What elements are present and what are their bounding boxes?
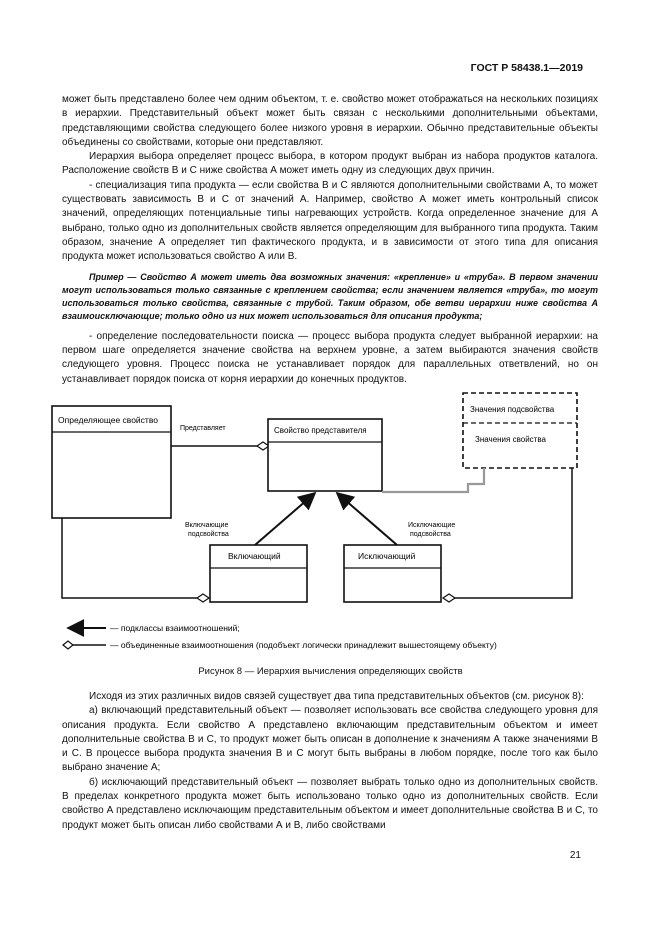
- excluding-aggregation: [443, 468, 572, 602]
- excluding-subclass-arrow: [337, 493, 397, 545]
- example-prefix: Пример —: [89, 271, 141, 282]
- including-subproperties-label: подсвойства: [188, 531, 229, 538]
- excluding-label: Исключающий: [358, 551, 416, 561]
- example-paragraph: [62, 271, 598, 324]
- represents-connection: [171, 425, 269, 450]
- excluding-subproperties-label: Исключающие: [408, 522, 456, 529]
- property-values-label: Значения свойства: [475, 435, 546, 444]
- bottom-text-block: [62, 690, 598, 833]
- paragraph: - определение последовательности поиска — процесс выбора продукта следует выбранной иерархии: на первом шаге определяется значение свойства на верхнем уровне, а затем выбираются значения свойств следующего уровня. Процесс поиска не устанавливает порядок для параллельных ответвлений, но он устанавливает порядок поиска от корня иерархии до конечных продуктов.: [62, 330, 598, 385]
- figure-caption: Рисунок 8 — Иерархия вычисления определяющих свойств: [198, 666, 463, 677]
- determining-property-box: [52, 406, 171, 518]
- including-subproperties-label: Включающие: [185, 522, 229, 529]
- including-box: [210, 545, 307, 602]
- paragraph: б) исключающий представительный объект — позволяет выбрать только одно из дополнительных свойств. В пределах конкретного продукта может быть использовано только одно из дополнительных свойств. Если свойство А представлено исключающим представительным объектом и имеет дополнительные свойства В и С, то продукт может быть описан либо свойствами А и В, либо свойствами: [62, 776, 598, 831]
- hierarchy-diagram: [0, 380, 661, 680]
- values-box: [463, 393, 577, 468]
- determining-property-label: Определяющее свойство: [58, 415, 158, 425]
- page-number: 21: [569, 850, 581, 861]
- example-text: Свойство А может иметь два возможных значения: «крепление» и «труба». В первом значении могут использоваться только связанные с креплением свойства; если значением является «труба», то могут использоваться только свойства, связанные с трубой. Таким образом, обе ветви иерархии ниже свойства А взаимоисключающие; только одно из них может использоваться для описания продукта;: [62, 271, 598, 322]
- excluding-subproperties-label: подсвойства: [410, 531, 451, 538]
- including-label: Включающий: [228, 551, 281, 561]
- legend-subclass-text: — подклассы взаимоотношений;: [110, 623, 240, 633]
- legend-diamond-icon: [63, 641, 73, 649]
- subset-values-label: Значения подсвойства: [470, 405, 555, 414]
- paragraph: Исходя из этих различных видов связей существует два типа представительных объектов (см. рисунок 8):: [89, 691, 584, 702]
- values-connector: [382, 468, 484, 492]
- representative-property-label: Свойство представителя: [274, 426, 367, 435]
- paragraph: может быть представлено более чем одним объектом, т. е. свойство может отображаться на нескольких позициях в иерархии. Представительный объект может быть связан с несколькими дополнительными объектами, представляющими свойства следующего более низкого уровня в иерархии. Обычно представительные объекты объединены со свойствами, которые они представляют.: [62, 94, 598, 148]
- document-id: ГОСТ Р 58438.1—2019: [470, 62, 583, 74]
- paragraph: а) включающий представительный объект — позволяет использовать все свойства следующего уровня для описания продукта. Если свойство А представлено включающим представительным объектом и имеет дополнительные свойства В и С, то продукт может быть описан в дополнение к значениям А также значениями В и С. В процессе выбора продукта значения В и С могут быть выбраны в любом порядке, после того как было выбрано значение А;: [62, 705, 598, 774]
- paragraph: Иерархия выбора определяет процесс выбора, в котором продукт выбран из набора продуктов каталога. Расположение свойств В и С ниже свойства А может иметь одну из следующих двух причин.: [62, 151, 598, 177]
- including-aggregation: [62, 518, 209, 602]
- top-text-block: [62, 93, 598, 387]
- including-subclass-arrow: [255, 493, 315, 545]
- representative-property-box: [268, 419, 382, 491]
- represents-label: Представляет: [180, 425, 226, 432]
- excluding-box: [344, 545, 441, 602]
- legend-union-text: — объединенные взаимоотношения (подобъект логически принадлежит вышестоящему объекту): [110, 640, 497, 650]
- legend: [63, 623, 497, 650]
- paragraph: - специализация типа продукта — если свойства В и С являются дополнительными свойствами А, то может существовать зависимость В и С от значений А. Например, свойство А может иметь контрольный список значений, определяющих потенциальные типы нагревающих устройств. Когда определенное значение для А выбрано, только одно из дополнительных свойств является определяющим для выбранного типа продукта. Таким образом, значение А определяет тип фактического продукта, и в зависимости от этого типа для описания продукта может использоваться свойство А или В.: [62, 179, 598, 263]
